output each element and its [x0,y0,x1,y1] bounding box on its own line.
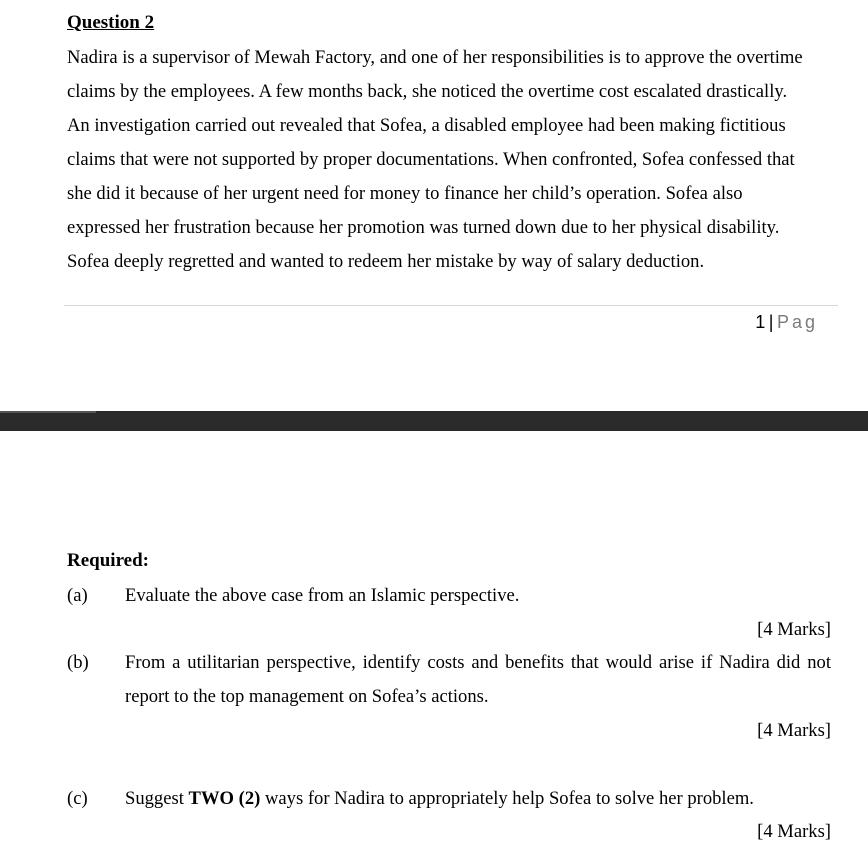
question-text-b-line1: From a utilitarian perspective, identify costs and benefits that would arise if Nadira did not [125,652,831,673]
question-text-c-suffix: ways for Nadira to appropriately help Sofea to solve her problem. [260,788,754,809]
question-text-c-prefix: Suggest [125,788,189,809]
case-line: she did it because of her urgent need for money to finance her child’s operation. Sofea also [67,183,743,204]
case-line: claims that were not supported by proper documentations. When confronted, Sofea confessed that [67,149,795,170]
marks-b: [4 Marks] [757,720,831,741]
question-label-b: (b) [67,652,89,673]
footer-divider [64,305,838,306]
case-line: Nadira is a supervisor of Mewah Factory, and one of her responsibilities is to approve the overtime [67,47,803,68]
question-text-c [125,782,754,816]
required-heading: Required: [67,550,149,571]
case-line: Sofea deeply regretted and wanted to redeem her mistake by way of salary deduction. [67,251,705,272]
page-break-accent [0,411,96,413]
page-word: Pag [776,312,818,332]
question-text-c-emphasis: TWO (2) [188,788,261,809]
case-line: An investigation carried out revealed that Sofea, a disabled employee had been making fictitious [67,115,786,136]
case-paragraph [67,41,831,279]
page-break-band [0,411,868,431]
case-line: expressed her frustration because her promotion was turned down due to her physical disability. [67,217,780,238]
page-number: 1 [755,312,766,332]
question-text-a: Evaluate the above case from an Islamic perspective. [125,585,520,606]
case-line: claims by the employees. A few months back, she noticed the overtime cost escalated drastically. [67,81,788,102]
page-separator: | [768,312,774,332]
page-footer [700,309,818,335]
question-label-c: (c) [67,788,88,809]
marks-a: [4 Marks] [757,619,831,640]
question-label-a: (a) [67,585,88,606]
marks-c: [4 Marks] [757,821,831,842]
question-text-b-line2: report to the top management on Sofea’s actions. [125,686,489,707]
question-heading: Question 2 [67,12,155,33]
